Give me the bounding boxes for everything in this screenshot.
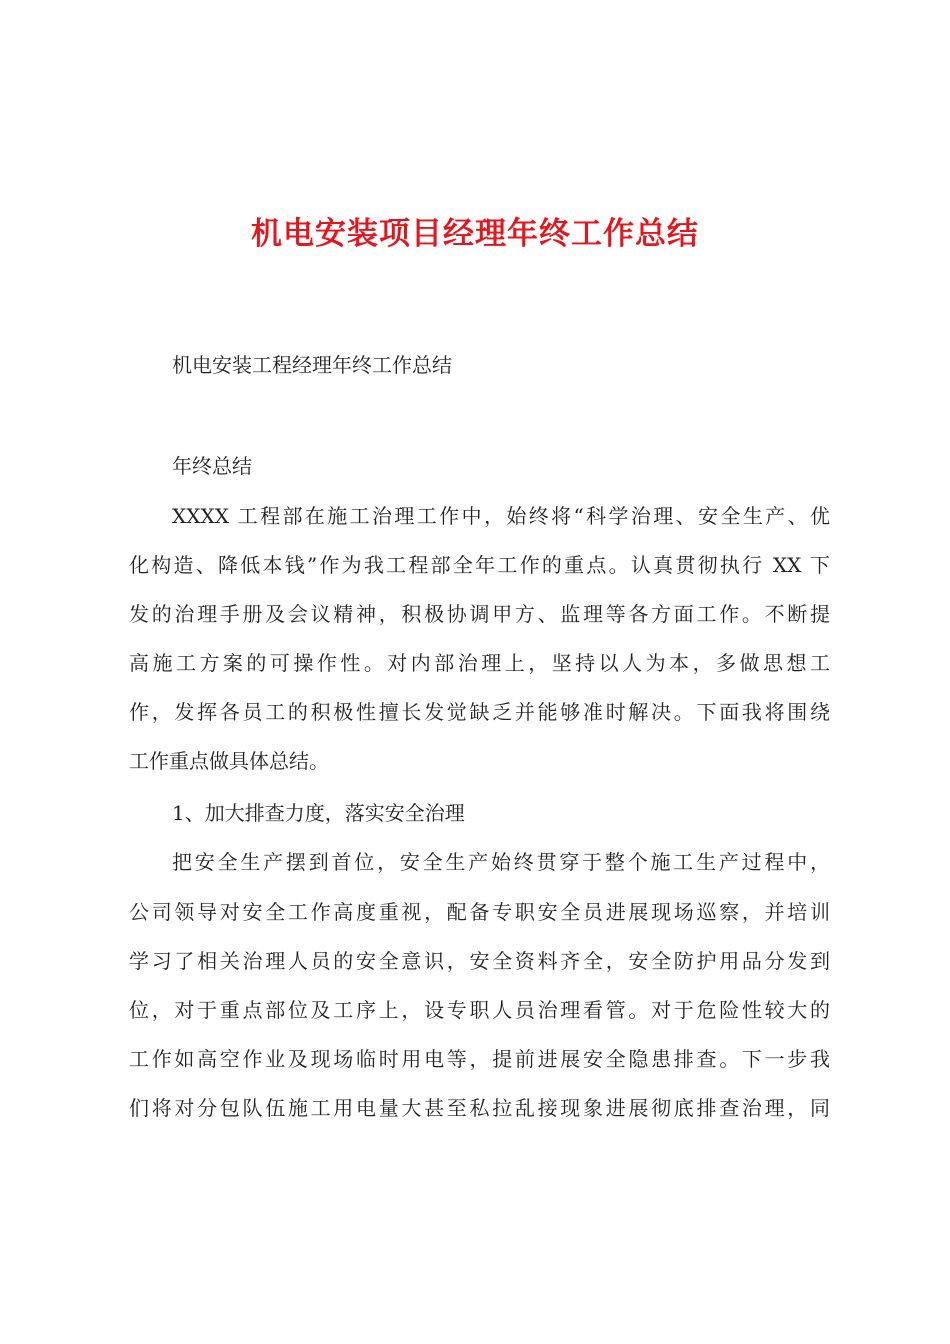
section-heading-1: 1、加大排查力度，落实安全治理 (172, 801, 465, 825)
paragraph1-line-1: XXXX 工程部在施工治理工作中，始终将“科学治理、安全生产、优 (172, 504, 830, 528)
paragraph1-line-6: 工作重点做具体总结。 (129, 749, 329, 773)
document-title: 机电安装项目经理年终工作总结 (251, 216, 699, 252)
paragraph1-line-4: 高施工方案的可操作性。对内部治理上，坚持以人为本，多做思想工 (129, 651, 830, 675)
document-subtitle: 机电安装工程经理年终工作总结 (172, 353, 452, 377)
paragraph2-line-2: 公司领导对安全工作高度重视，配备专职安全员进展现场巡察，并培训 (129, 900, 830, 924)
paragraph2-line-4: 位，对于重点部位及工序上，设专职人员治理看管。对于危险性较大的 (129, 998, 830, 1022)
paragraph2-line-6: 们将对分包队伍施工用电量大甚至私拉乱接现象进展彻底排查治理，同 (129, 1096, 830, 1120)
paragraph1-line-5: 作，发挥各员工的积极性擅长发觉缺乏并能够准时解决。下面我将围绕 (129, 700, 830, 724)
paragraph1-line-2: 化构造、降低本钱”作为我工程部全年工作的重点。认真贯彻执行 XX 下 (129, 553, 830, 577)
paragraph2-line-5: 工作如高空作业及现场临时用电等，提前进展安全隐患排查。下一步我 (129, 1047, 830, 1071)
paragraph1-line-3: 发的治理手册及会议精神，积极协调甲方、监理等各方面工作。不断提 (129, 602, 830, 626)
paragraph2-line-1: 把安全生产摆到首位，安全生产始终贯穿于整个施工生产过程中， (172, 850, 830, 874)
paragraph2-line-3: 学习了相关治理人员的安全意识，安全资料齐全，安全防护用品分发到 (129, 949, 830, 973)
section-label: 年终总结 (172, 454, 252, 478)
